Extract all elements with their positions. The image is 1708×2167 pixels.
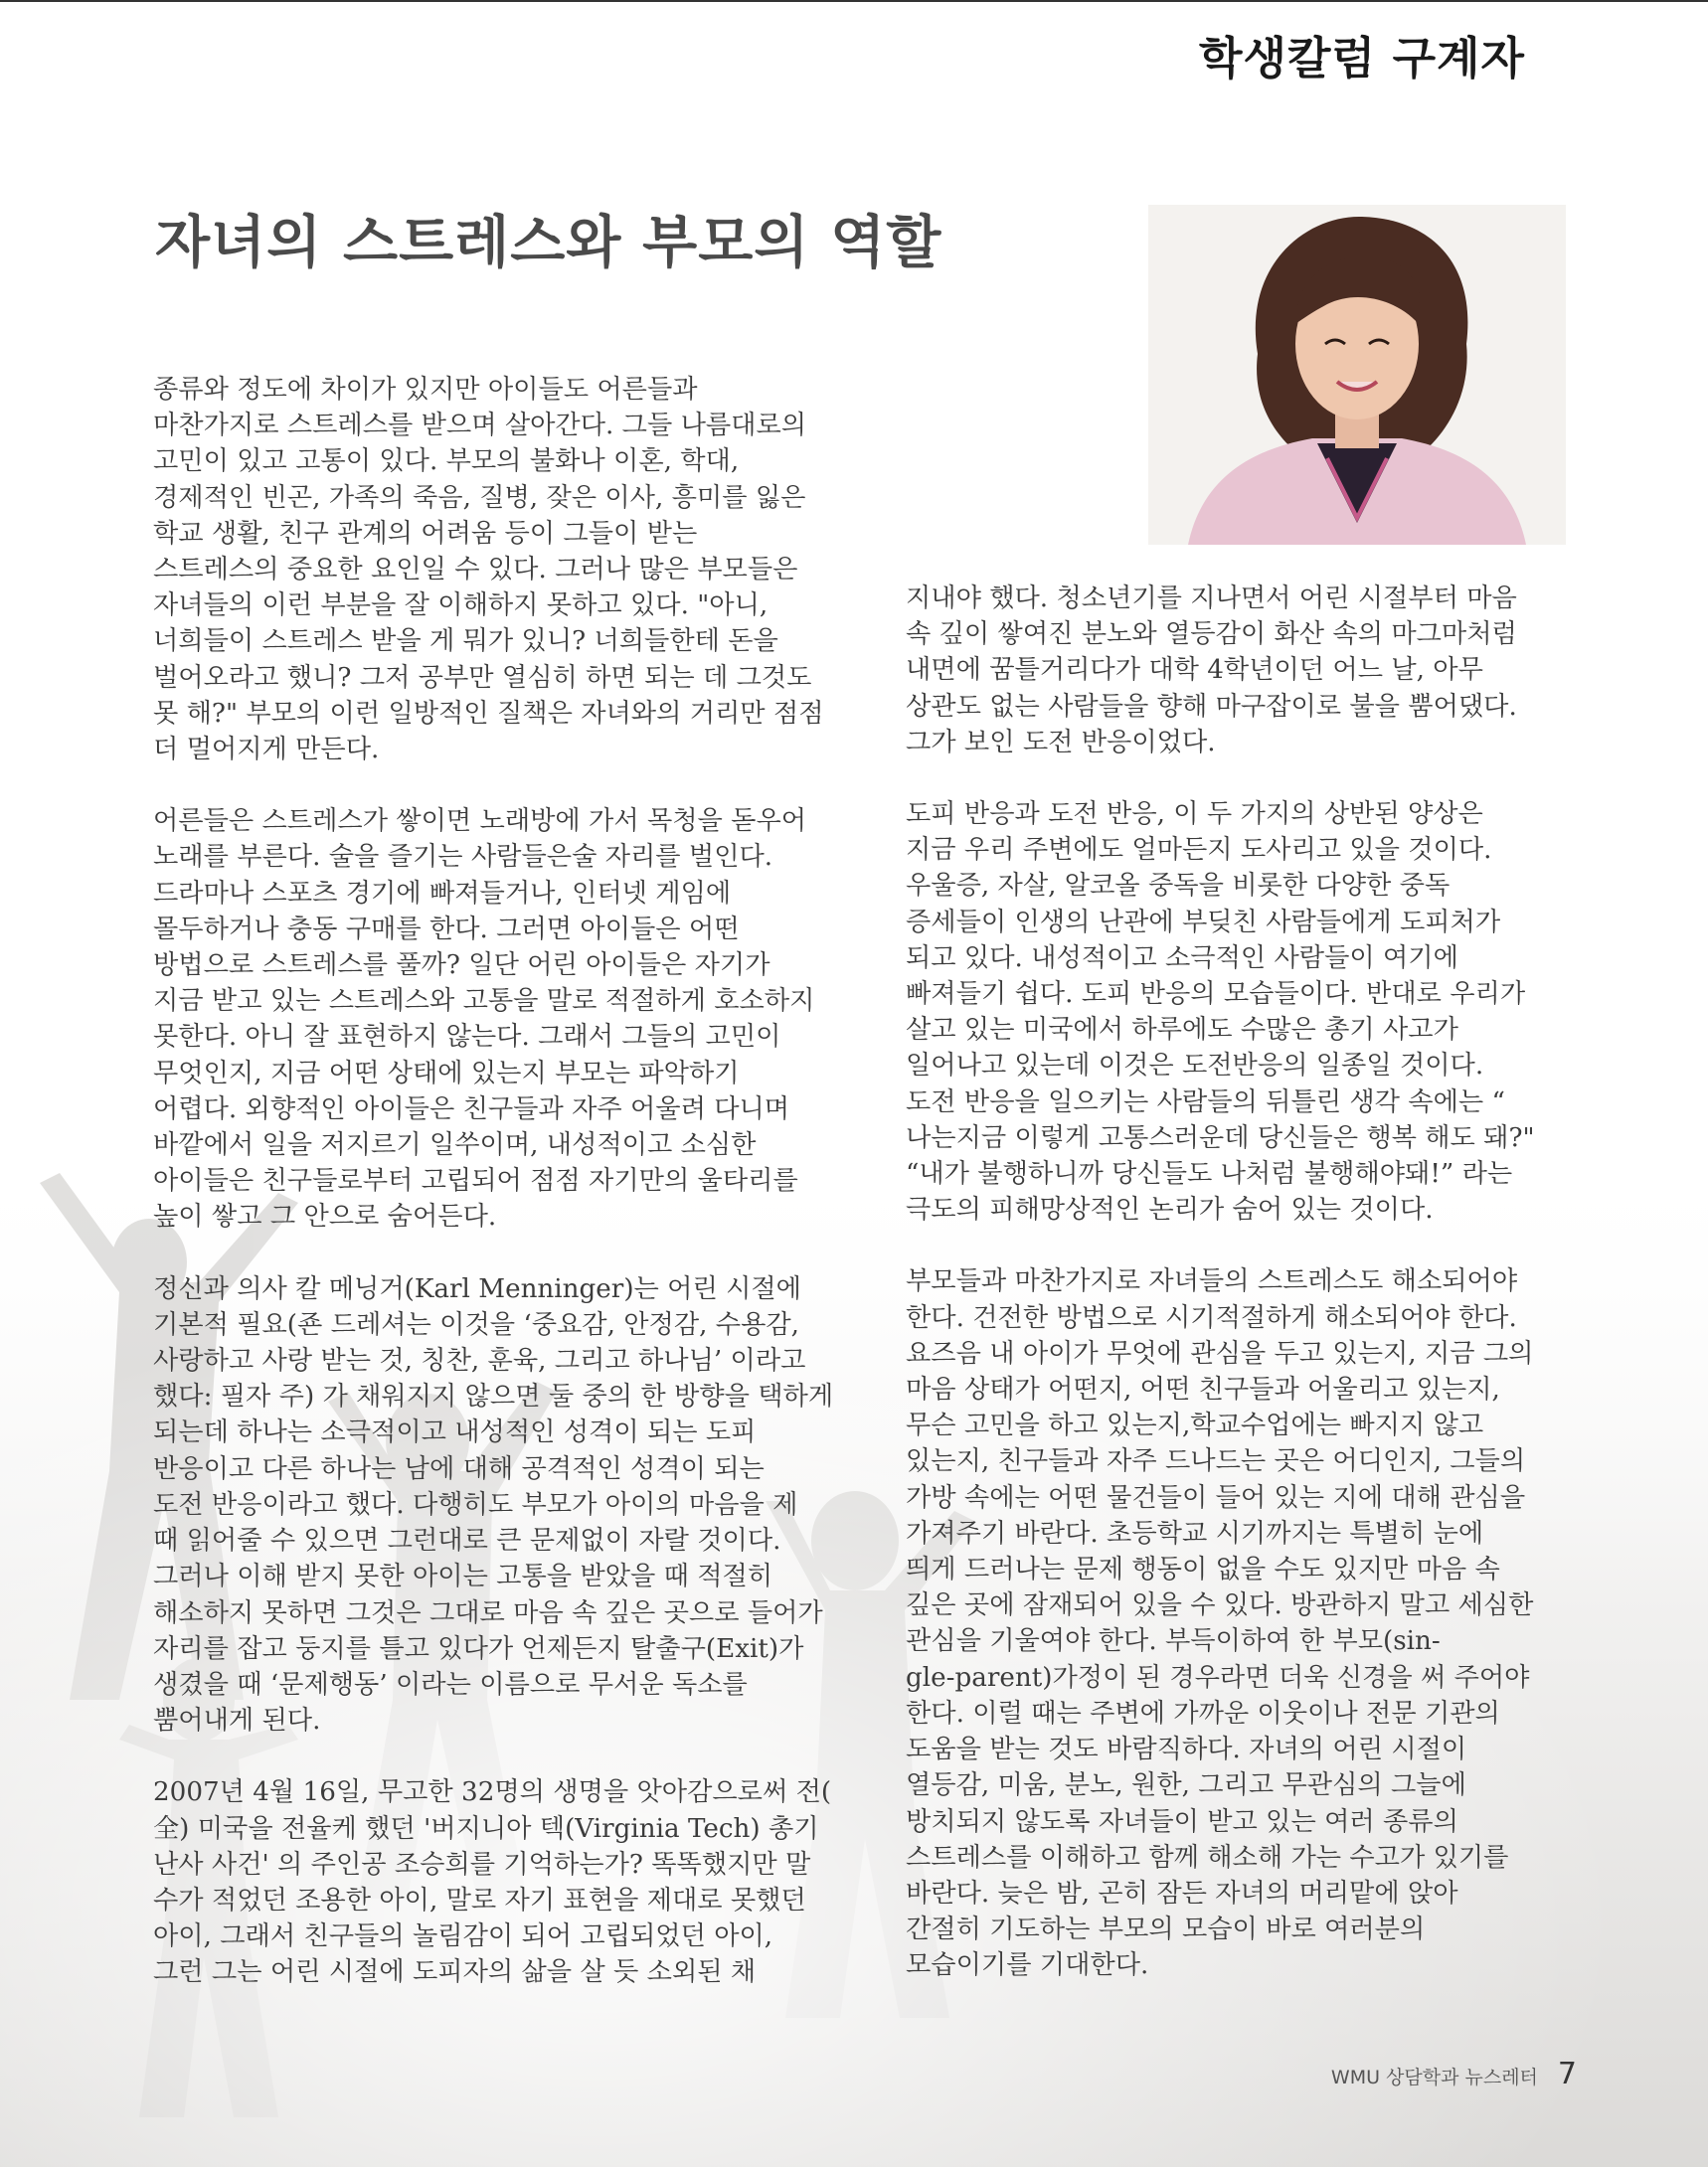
page-footer [1331,2057,1577,2091]
paragraph: 어른들은 스트레스가 쌓이면 노래방에 가서 목청을 돋우어 노래를 부른다. 술을 즐기는 사람들은술 자리를 벌인다. 드라마나 스포츠 경기에 빠져들거나, 인터넷 게임에 몰두하거나 충동 구매를 한다. 그러면 아이들은 어떤 방법으로 스트레스를 풀까? 일단 어린 아이들은 자기가 지금 받고 있는 스트레스와 고통을 말로 적절하게 호소하지 못한다. 아니 잘 표현하지 않는다. 그래서 그들의 고민이 무엇인지, 지금 어떤 상태에 있는지 부모는 파악하기 어렵다. 외향적인 아이들은 친구들과 자주 어울려 다니며 바깥에서 일을 저지르기 일쑤이며, 내성적이고 소심한 아이들은 친구들로부터 고립되어 점점 자기만의 울타리를 높이 쌓고 그 안으로 숨어든다. [153,806,815,1233]
column-tag: 학생칼럼 구계자 [1199,32,1525,84]
paragraph: 2007년 4월 16일, 무고한 32명의 생명을 앗아감으로써 전( 全) 미국을 전율케 했던 '버지니아 텍(Virginia Tech) 총기 난사 사건' 의 주인공 조승희를 기억하는가? 똑똑했지만 말 수가 적었던 조용한 아이, 말로 자기 표현을 제대로 못했던 아이, 그래서 친구들의 놀림감이 되어 고립되었던 아이, 그런 그는 어린 시절에 도피자의 삶을 살 듯 소외된 채 [153,1777,832,1988]
left-column [153,372,869,2027]
paragraph: 지내야 했다. 청소년기를 지나면서 어린 시절부터 마음 속 깊이 쌓여진 분노와 열등감이 화산 속의 마그마처럼 내면에 꿈틀거리다가 대학 4학년이던 어느 날, 아무 상관도 없는 사람들을 향해 마구잡이로 불을 뿜어댔다. 그가 보인 도전 반응이었다. [906,583,1517,757]
paragraph: 부모들과 마찬가지로 자녀들의 스트레스도 해소되어야 한다. 건전한 방법으로 시기적절하게 해소되어야 한다. 요즈음 내 아이가 무엇에 관심을 두고 있는지, 지금 그의 마음 상태가 어떤지, 어떤 친구들과 어울리고 있는지, 무슨 고민을 하고 있는지,학교수업에는 빠지지 않고 있는지, 친구들과 자주 드나드는 곳은 어디인지, 그들의 가방 속에는 어떤 물건들이 들어 있는 지에 대해 관심을 가져주기 바란다. 초등학교 시기까지는 특별히 눈에 띄게 드러나는 문제 행동이 없을 수도 있지만 마음 속 깊은 곳에 잠재되어 있을 수 있다. 방관하지 말고 세심한 관심을 기울여야 한다. 부득이하여 한 부모(sin- gle-parent)가정이 된 경우라면 더욱 신경을 써 주어야 한다. 이럴 때는 주변에 가까운 이웃이나 전문 기관의 도움을 받는 것도 바람직하다. 자녀의 어린 시절이 열등감, 미움, 분노, 원한, 그리고 무관심의 그늘에 방치되지 않도록 자녀들이 받고 있는 여러 종류의 스트레스를 이해하고 함께 해소해 가는 수고가 있기를 바란다. 늦은 밤, 곤히 잠든 자녀의 머리맡에 앉아 간절히 기도하는 부모의 모습이 바로 여러분의 모습이기를 기대한다. [906,1266,1534,1981]
page-number: 7 [1557,2057,1577,2091]
paragraph: 도피 반응과 도전 반응, 이 두 가지의 상반된 양상은 지금 우리 주변에도 얼마든지 도사리고 있을 것이다. 우울증, 자살, 알코올 중독을 비롯한 다양한 중독 증세들이 인생의 난관에 부딪친 사람들에게 도피처가 되고 있다. 내성적이고 소극적인 사람들이 여기에 빠져들기 쉽다. 도피 반응의 모습들이다. 반대로 우리가 살고 있는 미국에서 하루에도 수많은 총기 사고가 일어나고 있는데 이것은 도전반응의 일종일 것이다. 도전 반응을 일으키는 사람들의 뒤틀린 생각 속에는 “ 나는지금 이렇게 고통스러운데 당신들은 행복 해도 돼?" “내가 불행하니까 당신들도 나처럼 불행해야돼!” 라는 극도의 피해망상적인 논리가 숨어 있는 것이다. [906,799,1535,1226]
publication-name: WMU 상담학과 뉴스레터 [1330,2067,1538,2088]
top-rule [0,0,1708,2]
right-column [906,581,1572,2020]
article-title: 자녀의 스트레스와 부모의 역할 [155,210,942,275]
paragraph: 종류와 정도에 차이가 있지만 아이들도 어른들과 마찬가지로 스트레스를 받으며 살아간다. 그들 나름대로의 고민이 있고 고통이 있다. 부모의 불화나 이혼, 학대, 경제적인 빈곤, 가족의 죽음, 질병, 잦은 이사, 흥미를 잃은 학교 생활, 친구 관계의 어려움 등이 그들이 받는 스트레스의 중요한 요인일 수 있다. 그러나 많은 부모들은 자녀들의 이런 부분을 잘 이해하지 못하고 있다. "아니, 너희들이 스트레스 받을 게 뭐가 있니? 너희들한테 돈을 벌어오라고 했니? 그저 공부만 열심히 하면 되는 데 그것도 못 해?" 부모의 이런 일방적인 질책은 자녀와의 거리만 점점 더 멀어지게 만든다. [153,375,824,765]
paragraph: 정신과 의사 칼 메닝거(Karl Menninger)는 어린 시절에 기본적 필요(죤 드레셔는 이것을 ‘중요감, 안정감, 수용감, 사랑하고 사랑 받는 것, 칭찬, 훈육, 그리고 하나님’ 이라고 했다: 필자 주) 가 채워지지 않으면 둘 중의 한 방향을 택하게 되는데 하나는 소극적이고 내성적인 성격이 되는 도피 반응이고 다른 하나는 남에 대해 공격적인 성격이 되는 도전 반응이라고 했다. 다행히도 부모가 아이의 마음을 제 때 읽어줄 수 있으면 그런대로 큰 문제없이 자랄 것이다. 그러나 이해 받지 못한 아이는 고통을 받았을 때 적절히 해소하지 못하면 그것은 그대로 마음 속 깊은 곳으로 들어가 자리를 잡고 둥지를 틀고 있다가 언제든지 탈출구(Exit)가 생겼을 때 ‘문제행동’ 이라는 이름으로 무서운 독소를 뿜어내게 된다. [153,1273,834,1737]
author-photo [1148,205,1566,545]
